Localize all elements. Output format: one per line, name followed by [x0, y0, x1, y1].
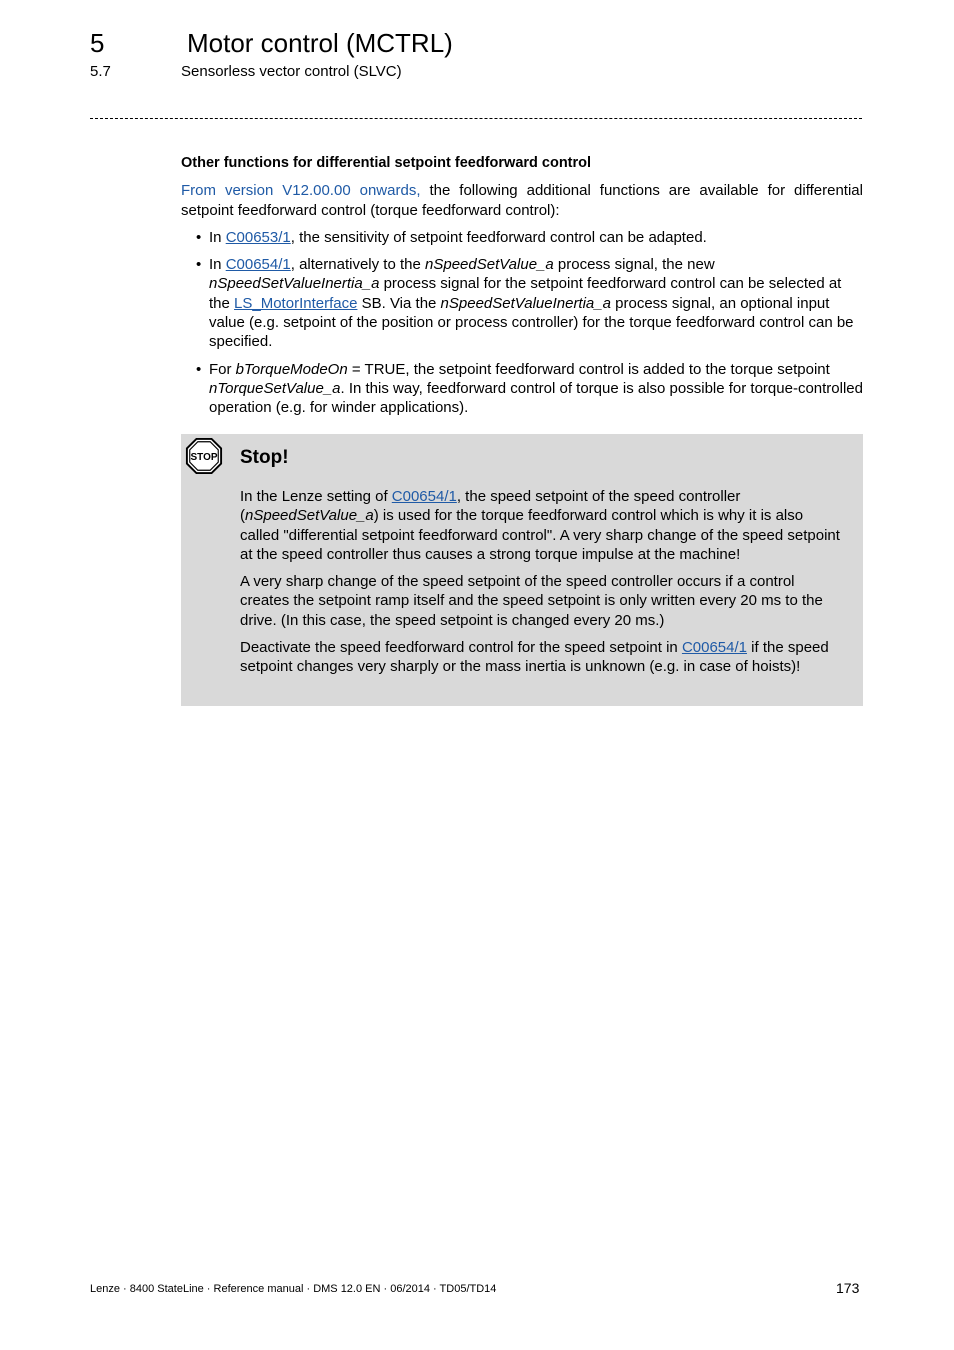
stop-icon-label: STOP [190, 451, 218, 463]
feature-list [181, 228, 863, 418]
bullet-icon: • [196, 228, 202, 246]
section-number: 5.7 [90, 63, 111, 80]
stop-paragraph [240, 638, 844, 677]
main-content [181, 154, 863, 426]
c00654-link[interactable]: C00654/1 [391, 488, 457, 505]
chapter-title: Motor control (MCTRL) [187, 28, 453, 58]
page-number: 173 [836, 1280, 860, 1296]
c00654-link[interactable]: C00654/1 [681, 639, 747, 657]
signal-name: nSpeedSetValue_a [425, 256, 554, 274]
intro-paragraph [181, 181, 863, 220]
signal-name: bTorqueModeOn [235, 360, 348, 378]
chapter-number: 5 [90, 28, 105, 58]
subheading: Other functions for differential setpoint feedforward control [181, 155, 592, 171]
text: . In this way, feedforward control of torque is also possible for torque-controlled operation (e.g. for winder applications). [209, 379, 863, 417]
intro-text: the following additional functions are available for differential setpoint feedforward control (torque feedforward control): [181, 182, 863, 219]
text: ) is used for the torque feedforward control which is why it is also called "differential setpoint feedforward control". A very sharp change of the speed setpoint at the speed controller thus causes a strong torque impulse at the machine! [240, 507, 840, 563]
stop-paragraph [240, 487, 844, 564]
stop-heading: Stop! [240, 447, 289, 468]
text: process signal, the new [553, 256, 715, 274]
footer-document-info: Lenze · 8400 StateLine · Reference manual · DMS 12.0 EN · 06/2014 · TD05/TD14 [90, 1283, 497, 1295]
version-link[interactable]: From version V12.00.00 onwards, [181, 182, 421, 200]
text: , alternatively to the [290, 256, 425, 274]
signal-name: nSpeedSetValueInertia_a [440, 294, 611, 312]
c00654-link[interactable]: C00654/1 [225, 256, 291, 274]
text: In the Lenze setting of [240, 488, 392, 505]
header-divider [90, 118, 862, 119]
text: For [209, 360, 236, 378]
signal-name: nSpeedSetValueInertia_a [209, 275, 380, 293]
stop-warning-box [181, 434, 863, 706]
signal-name: nTorqueSetValue_a [209, 379, 341, 397]
signal-name: nSpeedSetValue_a [245, 507, 374, 525]
text: process signal, an optional input value (e.g. setpoint of the position or process controller) for the torque feedforward control can be specified. [209, 294, 854, 351]
stop-body [240, 487, 844, 685]
text: SB. Via the [357, 294, 441, 312]
text: if the speed setpoint changes very sharply or the mass inertia is unknown (e.g. in case of hoists)! [240, 639, 829, 676]
bullet-icon: • [196, 256, 202, 274]
text: In [209, 228, 226, 246]
c00653-link[interactable]: C00653/1 [225, 228, 291, 246]
text: = TRUE, the setpoint feedforward control is added to the torque setpoint [347, 360, 830, 378]
text: , the sensitivity of setpoint feedforward control can be adapted. [290, 228, 707, 246]
bullet-icon: • [196, 360, 202, 378]
stop-sign-icon [185, 437, 223, 475]
list-item [181, 255, 863, 351]
list-item [181, 360, 863, 418]
text: Deactivate the speed feedforward control for the speed setpoint in [240, 639, 682, 657]
text: , the speed setpoint of the speed controller ( [240, 488, 741, 525]
text: In [209, 256, 226, 274]
text: process signal for the setpoint feedforward control can be selected at the [209, 275, 842, 312]
section-title: Sensorless vector control (SLVC) [181, 63, 402, 80]
ls-motorinterface-link[interactable]: LS_MotorInterface [234, 294, 358, 312]
stop-paragraph: A very sharp change of the speed setpoint of the speed controller occurs if a control creates the setpoint ramp itself and the speed setpoint is only written every 20 ms to the drive. (In this case, the speed setpoint is changed every 20 ms.) [240, 573, 823, 629]
list-item [181, 228, 863, 247]
